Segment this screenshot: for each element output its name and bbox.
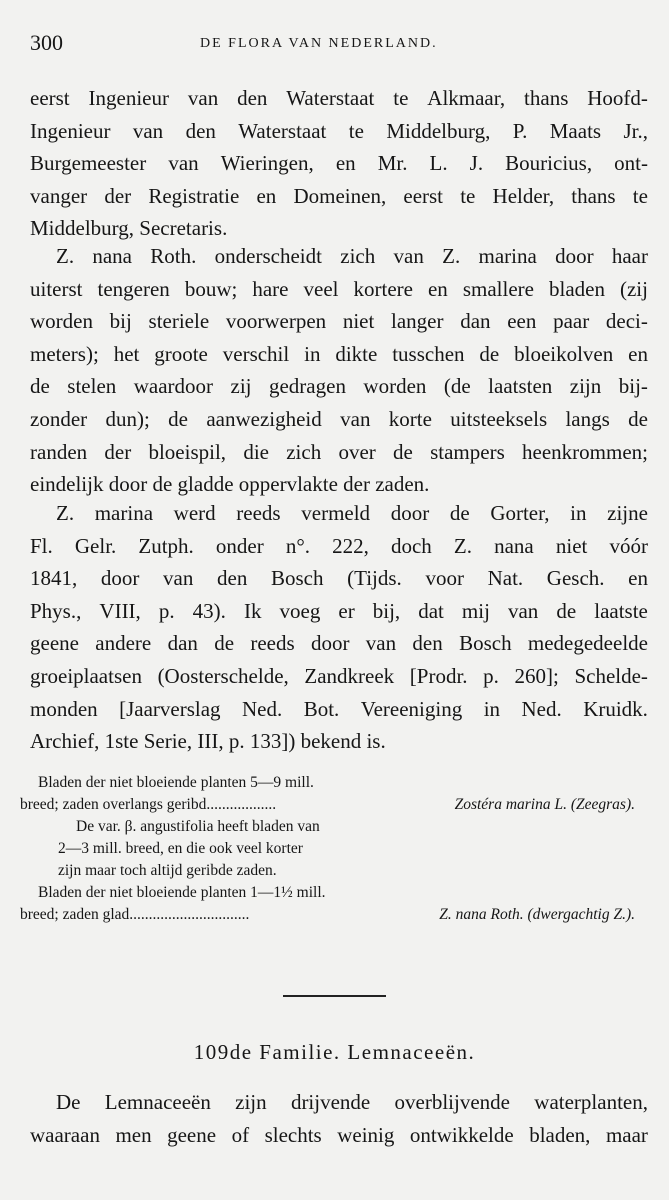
key-line: De var. β. angustifolia heeft bladen van: [76, 818, 320, 835]
key-text: breed; zaden glad...............................: [20, 906, 250, 923]
running-title: DE FLORA VAN NEDERLAND.: [200, 36, 438, 51]
text-line: Archief, 1ste Serie, III, p. 133]) bekend is.: [30, 729, 386, 754]
text-line: Z. nana Roth. onderscheidt zich van Z. marina door haar: [56, 244, 648, 268]
family-heading: 109de Familie. Lemnaceeën.: [193, 1040, 476, 1064]
paragraph-4: [30, 1086, 648, 1151]
text-line: geene andere dan de reeds door van den Bosch medegedeelde: [30, 631, 648, 656]
text-line: De Lemnaceeën zijn drijvende overblijvende waterplanten,: [56, 1090, 648, 1114]
text-line: Middelburg, Secretaris.: [30, 216, 228, 241]
text-line: waaraan men geene of slechts weinig ontwikkelde bladen, maar: [30, 1122, 648, 1147]
paragraph-1: [30, 82, 648, 245]
text-line: monden [Jaarverslag Ned. Bot. Vereeniging in Ned. Kruidk.: [30, 696, 648, 721]
text-line: Ingenieur van den Waterstaat te Middelburg, P. Maats Jr.,: [30, 118, 648, 143]
paragraph-2: [30, 240, 648, 501]
text-line: vanger der Registratie en Domeinen, eerst te Helder, thans te: [30, 183, 648, 208]
text-line: eerst Ingenieur van den Waterstaat te Alkmaar, thans Hoofd-: [30, 86, 648, 110]
text-line: meters); het groote verschil in dikte tusschen de bloeikolven en: [30, 341, 648, 366]
text-line: worden bij steriele voorwerpen niet langer dan een paar deci-: [30, 309, 648, 334]
text-line: Phys., VIII, p. 43). Ik voeg er bij, dat mij van de laatste: [30, 598, 648, 623]
text-line: Z. marina werd reeds vermeld door de Gorter, in zijne: [56, 501, 648, 525]
text-line: Fl. Gelr. Zutph. onder n°. 222, doch Z. nana niet vóór: [30, 533, 648, 558]
paragraph-3: [30, 497, 648, 758]
key-line: Bladen der niet bloeiende planten 5—9 mill.: [38, 774, 314, 791]
key-line: [20, 904, 645, 926]
key-line: 2—3 mill. breed, en die ook veel korter: [58, 840, 303, 857]
text-line: uiterst tengeren bouw; hare veel kortere en smallere bladen (zij: [30, 276, 648, 301]
taxon-name: Zostéra marina L. (Zeegras).: [454, 796, 635, 813]
text-line: randen der bloeispil, die zich over de stampers heenkrommen;: [30, 439, 648, 464]
key-line: Bladen der niet bloeiende planten 1—1½ mill.: [38, 884, 326, 901]
page-number: 300: [30, 30, 63, 55]
key-text: breed; zaden overlangs geribd..................: [20, 796, 277, 813]
text-line: zonder dun); de aanwezigheid van korte uitsteeksels langs de: [30, 406, 648, 431]
text-line: Burgemeester van Wieringen, en Mr. L. J. Bouricius, ont-: [30, 151, 648, 176]
identification-key: [20, 772, 645, 926]
text-line: eindelijk door de gladde oppervlakte der zaden.: [30, 472, 430, 497]
text-line: de stelen waardoor zij gedragen worden (de laatsten zijn bij-: [30, 374, 648, 399]
section-divider: [283, 995, 386, 997]
text-line: groeiplaatsen (Oosterschelde, Zandkreek [Prodr. p. 260]; Schelde-: [30, 663, 648, 688]
key-line: zijn maar toch altijd geribde zaden.: [58, 862, 277, 879]
key-line: [20, 794, 645, 816]
taxon-name: Z. nana Roth. (dwergachtig Z.).: [439, 906, 635, 923]
text-line: 1841, door van den Bosch (Tijds. voor Nat. Gesch. en: [30, 566, 648, 591]
